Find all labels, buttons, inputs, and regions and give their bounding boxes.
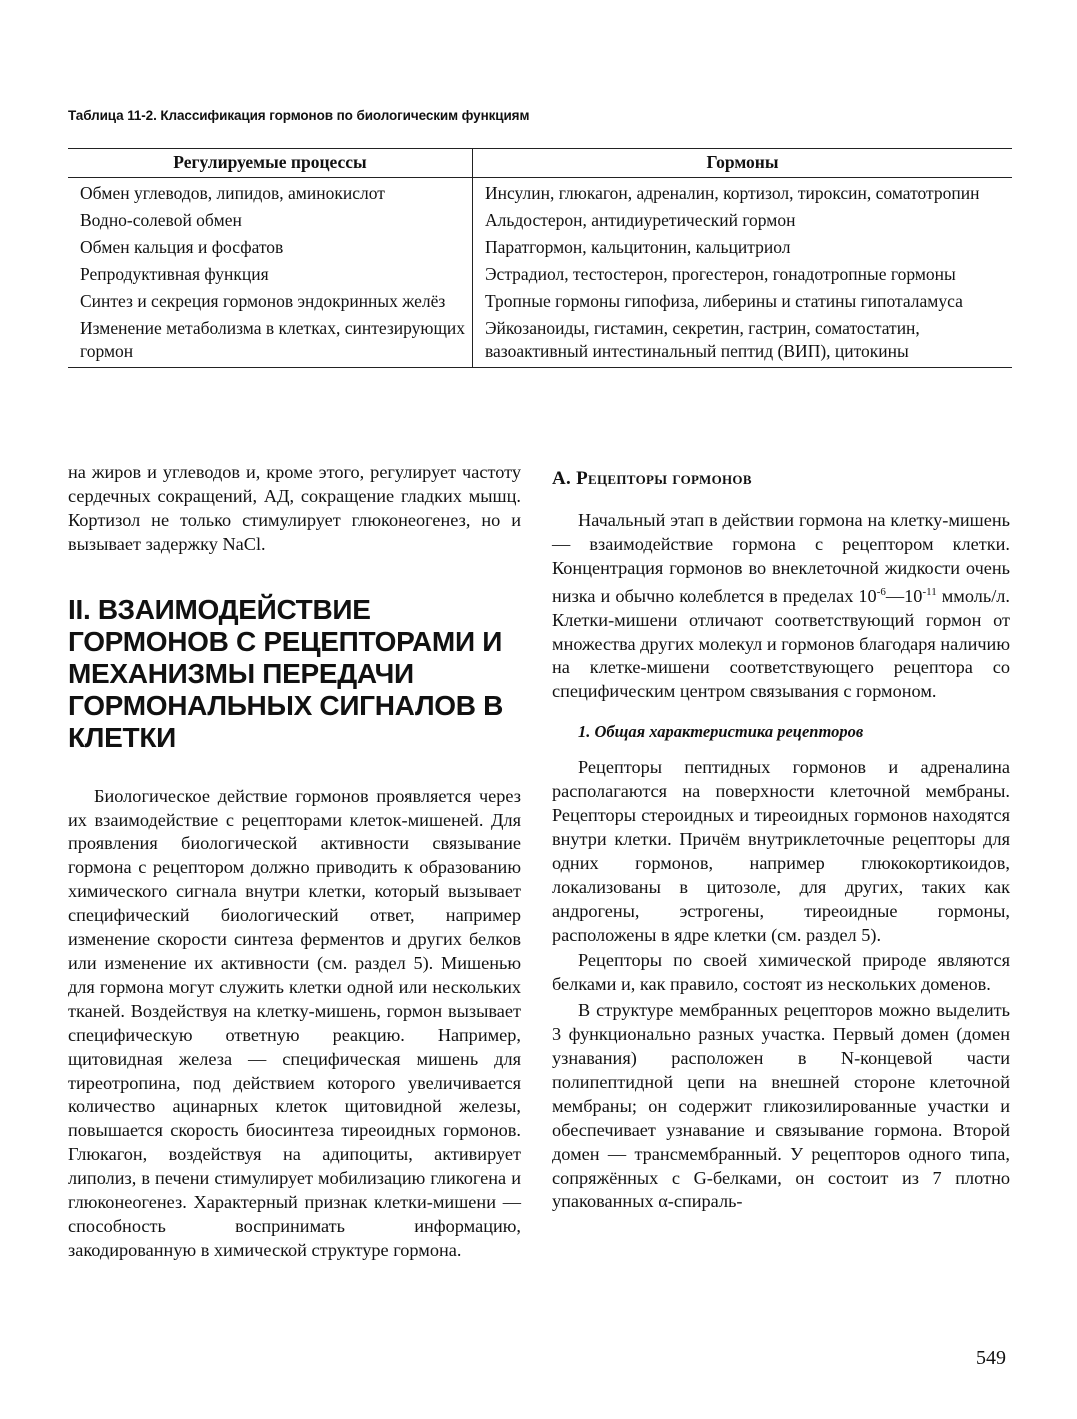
- table-cell-process: Синтез и секреция гормонов эндокринных желёз: [80, 291, 446, 311]
- left-column: [68, 461, 521, 1263]
- body-paragraph: Рецепторы по своей химической природе являются белками и, как правило, состоят из нескольких доменов.: [552, 950, 1010, 995]
- exponent: -11: [922, 585, 937, 598]
- table-cell-process: Обмен кальция и фосфатов: [80, 237, 284, 257]
- table-cell-hormones: Инсулин, глюкагон, адреналин, кортизол, тироксин, соматотропин: [473, 178, 1013, 210]
- subsection-heading: А. Рецепторы гормонов: [552, 468, 752, 489]
- body-paragraph: Биологическое действие гормонов проявляется через их взаимодействие с рецепторами клеток-мишеней. Для проявления биологической активности связывание гормона с рецептором должно приводить к образованию химического сигнала внутри клетки, который вызывает специфический биологический ответ, например изменение скорости синтеза ферментов и других белков или изменение их активности (см. раздел 5). Мишенью для гормона могут служить клетки одной или нескольких тканей. Воздействуя на клетку-мишень, гормон вызывает специфическую ответную реакцию. Например, щитовидная железа — специфическая мишень для тиреотропина, под действием которого увеличивается количество ацинарных клеток щитовидной железы, повышается скорость биосинтеза тиреоидных гормонов. Глюкагон, воздействуя на адипоциты, активирует липолиз, в печени стимулирует мобилизацию гликогена и глюконеогенез. Характерный признак клетки-мишени — способность воспринимать информацию, закодированную в химической структуре гормона.: [68, 785, 521, 1260]
- text-run: ммоль/л. Клетки-мишени отличают соответствующий гормон от множества других молекул и гормонов благодаря наличию на клетке-мишени соответствующего рецептора со специфическим центром связывания с гормоном.: [552, 585, 1010, 702]
- table-cell-hormones: Альдостерон, антидиуретический гормон: [473, 209, 1013, 236]
- table-cell-hormones: Эстрадиол, тестостерон, прогестерон, гонадотропные гормоны: [473, 263, 1013, 290]
- section-heading: II. ВЗАИМОДЕЙСТВИЕ ГОРМОНОВ С РЕЦЕПТОРАМИ И МЕХАНИЗМЫ ПЕРЕДАЧИ ГОРМОНАЛЬНЫХ СИГНАЛОВ В КЛЕТКИ: [68, 593, 504, 753]
- continued-paragraph: на жиров и углеводов и, кроме этого, регулирует частоту сердечных сокращений, АД, сокращение гладких мышц. Кортизол не только стимулирует глюконеогенез, но и вызывает задержку NaCl.: [68, 462, 521, 554]
- header-hormones: Гормоны: [473, 149, 1013, 178]
- table-row: [68, 317, 1012, 368]
- table-row: [68, 236, 1012, 263]
- page-number: 549: [976, 1347, 1006, 1369]
- text-run: —10: [885, 585, 923, 606]
- table-caption: Таблица 11-2. Классификация гормонов по биологическим функциям: [68, 108, 530, 123]
- hormone-classification-table: [68, 148, 1012, 368]
- table-header-row: [68, 149, 1012, 178]
- table-cell-hormones: Паратгормон, кальцитонин, кальцитриол: [473, 236, 1013, 263]
- table-row: [68, 263, 1012, 290]
- table-row: [68, 209, 1012, 236]
- exponent: -6: [876, 585, 886, 598]
- table-cell-hormones: Эйкозаноиды, гистамин, секретин, гастрин, соматостатин, вазоактивный интестинальный пептид (ВИП), цитокины: [473, 317, 1013, 368]
- table-cell-hormones: Тропные гормоны гипофиза, либерины и статины гипоталамуса: [473, 290, 1013, 317]
- table-cell-process: Обмен углеводов, липидов, аминокислот: [80, 183, 385, 203]
- right-column: [552, 461, 1010, 1214]
- table-cell-process: Водно-солевой обмен: [80, 210, 242, 230]
- body-paragraph: Рецепторы пептидных гормонов и адреналина располагаются на поверхности клеточной мембраны. Рецепторы стероидных и тиреоидных гормонов находятся внутри клетки. Причём внутриклеточные рецепторы для одних гормонов, например глюкокортикоидов, локализованы в цитозоле, для других, таких как андрогены, эстрогены, тиреоидные гормоны, расположены в ядре клетки (см. раздел 5).: [552, 757, 1010, 945]
- body-paragraph: В структуре мембранных рецепторов можно выделить 3 функционально разных участка. Первый домен (домен узнавания) расположен в N-концевой части полипептидной цепи на внешней стороне клеточной мембраны; он содержит гликозилированные участки и обеспечивает узнавание и связывание гормона. Второй домен — трансмембранный. У рецепторов одного типа, сопряжённых с G-белками, он состоит из 7 плотно упакованных α-спираль-: [552, 1000, 1010, 1212]
- body-paragraph: [552, 509, 1010, 704]
- subsubsection-heading: 1. Общая характеристика рецепторов: [578, 722, 864, 742]
- table-cell-process: Изменение метаболизма в клетках, синтезирующих гормон: [68, 317, 473, 368]
- table-row: [68, 290, 1012, 317]
- text-run: Начальный этап в действии гормона на клетку-мишень — взаимодействие гормона с рецептором клетки. Концентрация гормонов во внеклеточной жидкости очень низка и обычно колеблется в пределах 10: [552, 509, 1010, 606]
- header-processes: Регулируемые процессы: [68, 149, 473, 178]
- table-row: [68, 178, 1012, 210]
- table-cell-process: Репродуктивная функция: [80, 264, 269, 284]
